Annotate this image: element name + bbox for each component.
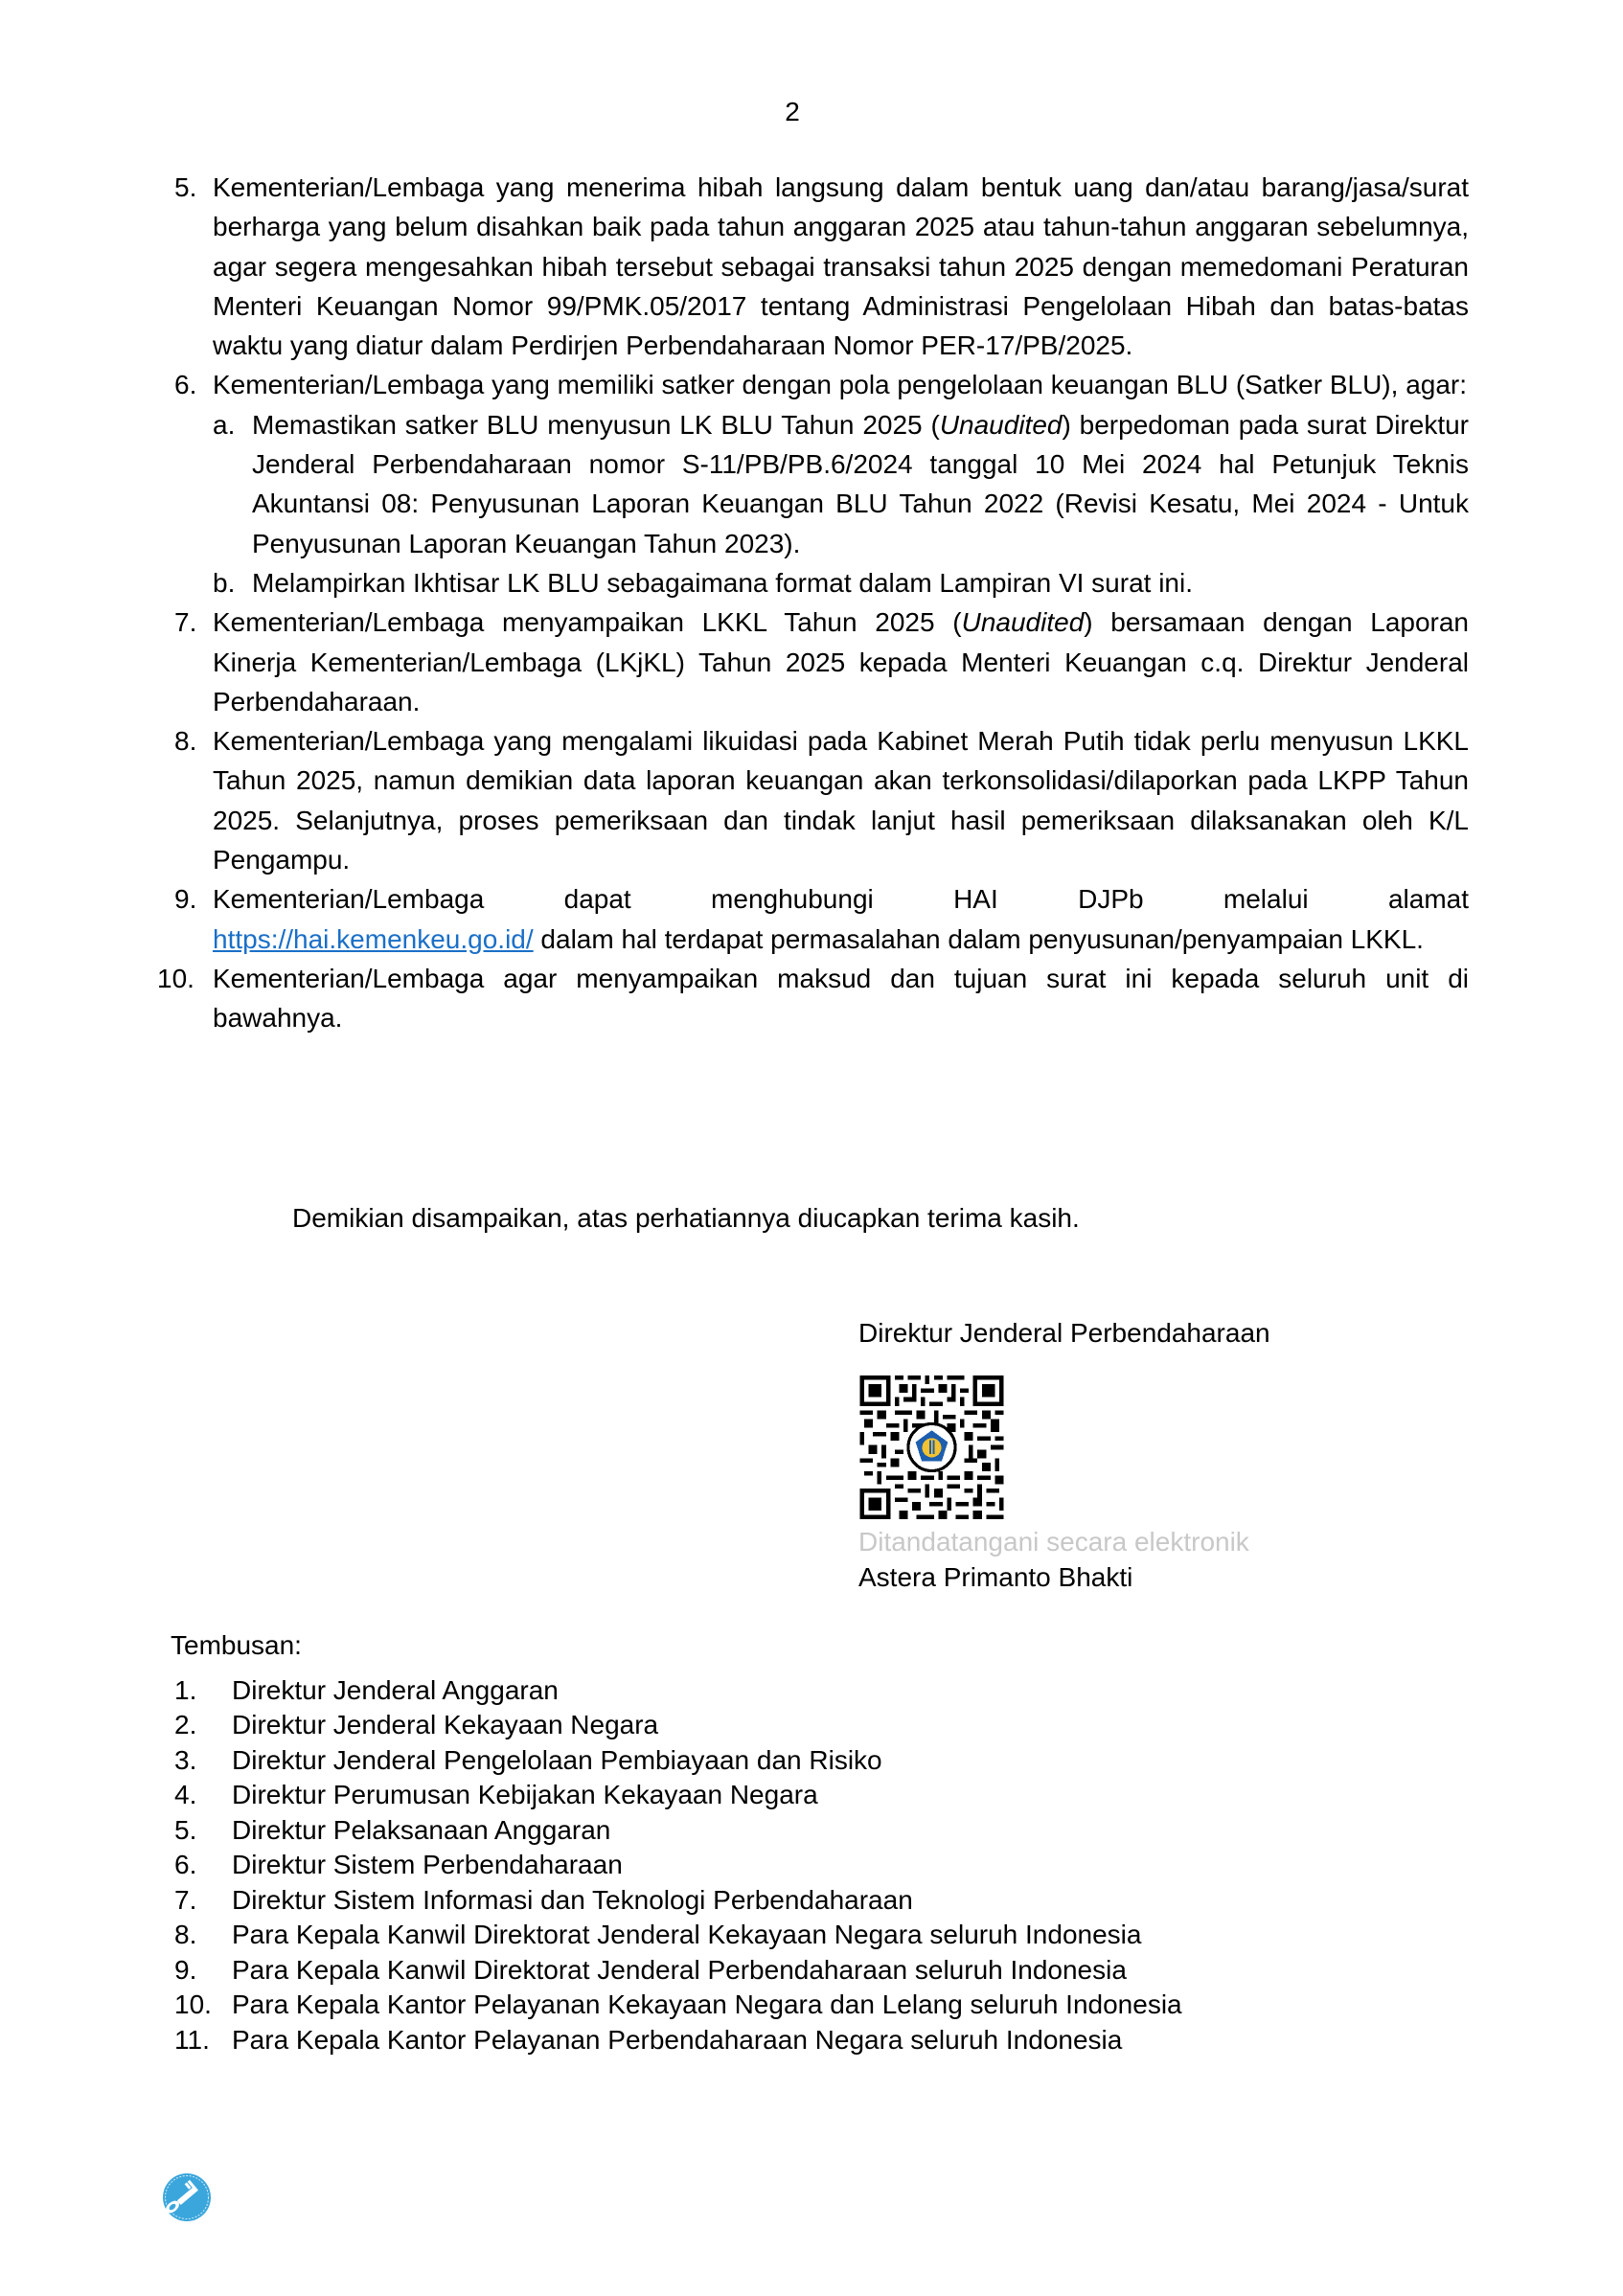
item-number: 8. — [174, 1920, 197, 1949]
signatory-name: Astera Primanto Bhakti — [858, 1562, 1133, 1592]
item-number: 9. — [174, 884, 197, 915]
qr-code-icon — [859, 1375, 1004, 1519]
tembusan-section — [171, 1628, 1182, 2057]
item-number: 11. — [174, 2024, 210, 2055]
list-item-5 — [174, 168, 1469, 365]
tembusan-item — [171, 2023, 1182, 2058]
item-text: Kementerian/Lembaga agar menyampaikan maksud dan tujuan surat ini kepada seluruh unit di bawahnya. — [213, 963, 1469, 1034]
item-number: 8. — [174, 726, 197, 757]
sub-item-text: Memastikan satker BLU menyusun LK BLU Tahun 2025 ( — [252, 409, 940, 440]
item-number: 1. — [174, 1674, 197, 1705]
tembusan-item — [171, 1848, 1182, 1883]
item-text-line1: Kementerian/Lembaga dapat menghubungi HAI DJPb melalui alamat — [213, 884, 1469, 915]
item-number: 6. — [174, 370, 197, 400]
tembusan-item — [171, 1673, 1182, 1709]
item-text: Kementerian/Lembaga yang mengalami likuidasi pada Kabinet Merah Putih tidak perlu menyusun LKKL Tahun 2025, namun demikian data laporan keuangan akan terkonsolidasi/dilaporkan pada LKPP Tahun 2025. Selanjutnya, proses pemeriksaan dan tindak lanjut hasil pemeriksaan dilaksanakan oleh K/L Pengampu. — [213, 726, 1469, 875]
sub-item-b — [213, 563, 1469, 602]
sub-list — [213, 405, 1469, 602]
tembusan-item — [171, 1813, 1182, 1849]
item-number: 6. — [174, 1850, 197, 1879]
item-text: Para Kepala Kantor Pelayanan Perbendaharaan Negara seluruh Indonesia — [232, 2024, 1123, 2055]
sub-item-a — [213, 405, 1469, 563]
item-text-cont: dalam hal terdapat permasalahan dalam penyusunan/penyampaian LKKL. — [533, 923, 1424, 954]
tembusan-item — [171, 1988, 1182, 2023]
list-item-6 — [174, 365, 1469, 602]
item-number: 10. — [157, 963, 194, 993]
signature-block — [858, 1317, 1270, 1592]
esign-key-icon — [162, 2172, 212, 2222]
item-number: 7. — [174, 607, 197, 638]
item-text: Kementerian/Lembaga menyampaikan LKKL Tahun 2025 ( — [213, 607, 962, 638]
electronic-signature-note: Ditandatangani secara elektronik — [858, 1527, 1249, 1557]
signatory-title: Direktur Jenderal Perbendaharaan — [858, 1318, 1270, 1348]
list-item-9 — [174, 879, 1469, 959]
sub-item-text: Melampirkan Ikhtisar LK BLU sebagaimana format dalam Lampiran VI surat ini. — [252, 567, 1193, 598]
sub-item-letter: a. — [213, 409, 236, 440]
item-text: Direktur Sistem Informasi dan Teknologi Perbendaharaan — [232, 1884, 913, 1915]
item-text: Direktur Perumusan Kebijakan Kekayaan Negara — [232, 1780, 818, 1809]
tembusan-item — [171, 1743, 1182, 1779]
item-text: Direktur Jenderal Pengelolaan Pembiayaan dan Risiko — [232, 1744, 882, 1775]
italic-term: Unaudited — [939, 409, 1063, 440]
closing-statement: Demikian disampaikan, atas perhatiannya diucapkan terima kasih. — [292, 1203, 1080, 1233]
item-text: Para Kepala Kanwil Direktorat Jenderal Kekayaan Negara seluruh Indonesia — [232, 1920, 1142, 1949]
list-item-8 — [174, 721, 1469, 879]
tembusan-item — [171, 1918, 1182, 1953]
item-number: 2. — [174, 1710, 197, 1739]
tembusan-item — [171, 1953, 1182, 1989]
sub-item-text-cont: ) berpedoman pada surat Direktur Jenderal Perbendaharaan nomor S-11/PB/PB.6/2024 tanggal 10 Mei 2024 hal Petunjuk Teknis Akuntansi 08: Penyusunan Laporan Keuangan BLU Tahun 2022 (Revisi Kesatu, Mei 2024 - Untuk Penyusunan Laporan Keuangan Tahun 2023). — [252, 409, 1469, 558]
item-number: 4. — [174, 1780, 197, 1809]
list-item-10 — [157, 959, 1469, 1038]
tembusan-heading: Tembusan: — [171, 1630, 302, 1660]
item-number: 7. — [174, 1884, 197, 1915]
item-text: Direktur Jenderal Anggaran — [232, 1674, 559, 1705]
item-text: Direktur Sistem Perbendaharaan — [232, 1850, 623, 1879]
item-text: Direktur Jenderal Kekayaan Negara — [232, 1710, 659, 1739]
item-text-cont: ) bersamaan dengan Laporan Kinerja Kementerian/Lembaga (LKjKL) Tahun 2025 kepada Menteri Keuangan c.q. Direktur Jenderal Perbendaharaan. — [213, 607, 1470, 716]
item-number: 5. — [174, 1814, 197, 1845]
tembusan-item — [171, 1708, 1182, 1743]
item-text: Para Kepala Kantor Pelayanan Kekayaan Negara dan Lelang seluruh Indonesia — [232, 1989, 1182, 2019]
item-number: 9. — [174, 1954, 197, 1985]
item-number: 5. — [174, 172, 197, 202]
tembusan-item — [171, 1883, 1182, 1919]
page-number: 2 — [785, 97, 800, 126]
instruction-list — [157, 168, 1470, 1038]
item-number: 10. — [174, 1989, 212, 2019]
item-number: 3. — [174, 1744, 197, 1775]
item-text: Kementerian/Lembaga yang menerima hibah langsung dalam bentuk uang dan/atau barang/jasa/surat berharga yang belum disahkan baik pada tahun anggaran 2025 atau tahun-tahun anggaran sebelumnya, agar segera mengesahkan hibah tersebut sebagai transaksi tahun 2025 dengan memedomani Peraturan Menteri Keuangan Nomor 99/PMK.05/2017 tentang Administrasi Pengelolaan Hibah dan batas-batas waktu yang diatur dalam Perdirjen Perbendaharaan Nomor PER-17/PB/2025. — [213, 172, 1469, 361]
item-text: Para Kepala Kanwil Direktorat Jenderal Perbendaharaan seluruh Indonesia — [232, 1954, 1127, 1985]
tembusan-item — [171, 1778, 1182, 1813]
item-text: Kementerian/Lembaga yang memiliki satker dengan pola pengelolaan keuangan BLU (Satker BLU), agar: — [213, 370, 1468, 400]
list-item-7 — [174, 602, 1469, 721]
sub-item-letter: b. — [213, 567, 236, 598]
hai-djpb-link[interactable]: https://hai.kemenkeu.go.id/ — [213, 923, 534, 954]
italic-term: Unaudited — [961, 607, 1085, 638]
item-text: Direktur Pelaksanaan Anggaran — [232, 1814, 611, 1845]
